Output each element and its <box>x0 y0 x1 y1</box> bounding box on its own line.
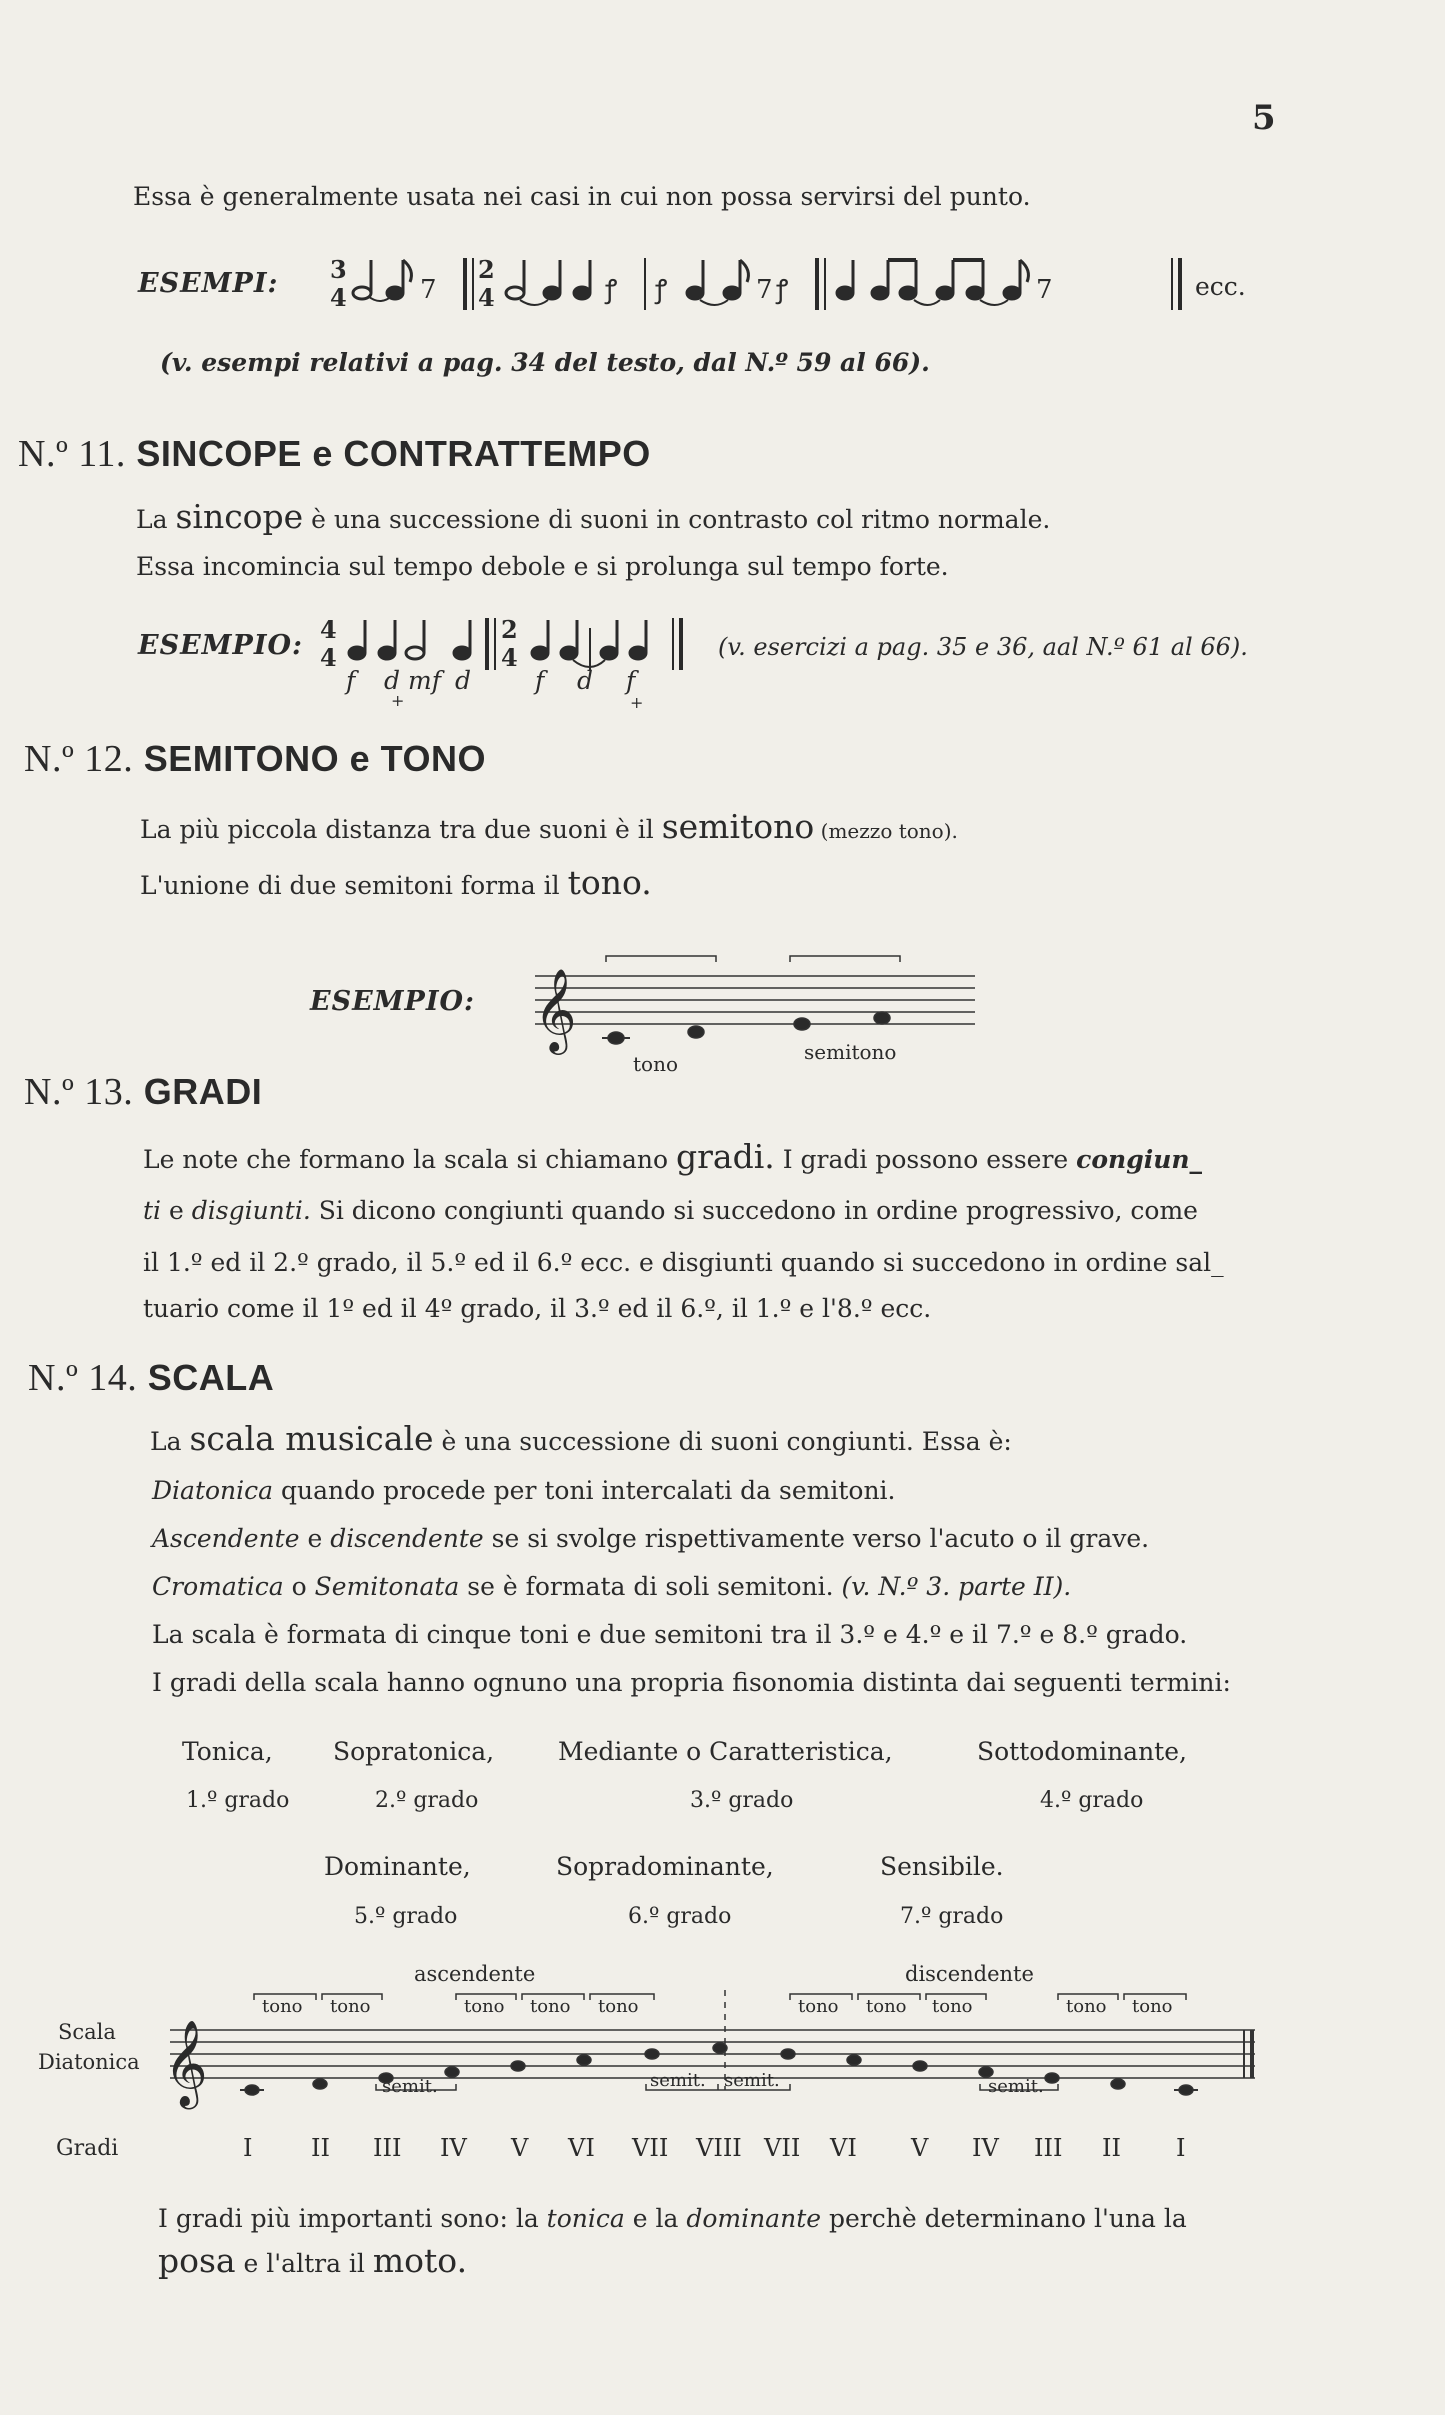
grade-numeral-4: IV <box>440 2134 467 2162</box>
semit-3: semit. <box>724 2070 780 2091</box>
svg-text:4: 4 <box>320 643 337 672</box>
svg-text:ꝭ: ꝭ <box>605 275 618 305</box>
scale-label-1: Scala <box>58 2020 116 2044</box>
svg-text:7: 7 <box>420 275 437 305</box>
grade-numeral-9: VII <box>764 2134 801 2162</box>
dyn-6: d <box>577 666 594 695</box>
s10-intro: Essa è generalmente usata nei casi in cui non possa servirsi del punto. <box>133 182 1031 211</box>
svg-text:4: 4 <box>330 283 347 312</box>
s11-title: SINCOPE e CONTRATTEMPO <box>136 433 651 474</box>
degree-4-grade: 4.º grado <box>1040 1788 1144 1813</box>
s11-heading <box>18 432 651 476</box>
degree-1-grade: 1.º grado <box>186 1788 290 1813</box>
degree-5-grade: 5.º grado <box>354 1904 458 1929</box>
term-tono: tono. <box>567 863 652 902</box>
s14-number: N.º 14. <box>28 1357 138 1399</box>
s12-line2: L'unione di due semitoni forma il tono. <box>140 863 652 902</box>
degree-3-grade: 3.º grado <box>690 1788 794 1813</box>
tono-3: tono <box>464 1996 505 2017</box>
term-posa: posa <box>158 2241 236 2280</box>
semit-2: semit. <box>650 2070 706 2091</box>
tono-7: tono <box>866 1996 907 2017</box>
svg-text:2: 2 <box>478 255 495 284</box>
s14-line3: Ascendente e discendente se si svolge rispettivamente verso l'acuto o il grave. <box>152 1524 1150 1553</box>
term-scala-musicale: scala musicale <box>189 1419 434 1458</box>
label-semitono: semitono <box>804 1040 897 1064</box>
tono-6: tono <box>798 1996 839 2017</box>
degree-2-name: Sopratonica, <box>333 1737 495 1766</box>
degree-2-grade: 2.º grado <box>375 1788 479 1813</box>
s13-heading <box>24 1070 262 1114</box>
term-sincope: sincope <box>175 497 304 536</box>
grade-numeral-5: V <box>511 2134 529 2162</box>
dyn-2: d <box>384 666 401 695</box>
s14-line5: La scala è formata di cinque toni e due semitoni tra il 3.º e 4.º e il 7.º e 8.º grado. <box>152 1620 1188 1649</box>
tono-10: tono <box>1132 1996 1173 2017</box>
tono-4: tono <box>530 1996 571 2017</box>
s12-staff-example <box>520 948 980 1058</box>
page-number: 5 <box>1252 98 1276 138</box>
s14-line1: La scala musicale è una successione di suoni congiunti. Essa è: <box>150 1419 1012 1458</box>
dyn-5: f <box>535 666 545 695</box>
s12-example-label: ESEMPIO: <box>310 986 475 1017</box>
term-semitono: semitono <box>661 807 815 846</box>
label-tono: tono <box>633 1052 678 1076</box>
tono-2: tono <box>330 1996 371 2017</box>
s10-reference: (v. esempi relativi a pag. 34 del testo, dal N.º 59 al 66). <box>160 348 930 377</box>
grades-label: Gradi <box>56 2136 119 2161</box>
s13-line2: ti e disgiunti. Si dicono congiunti quando si succedono in ordine progressivo, come <box>143 1196 1198 1225</box>
s14-final-line2: posa e l'altra il moto. <box>158 2241 468 2280</box>
grade-numeral-7: VII <box>632 2134 669 2162</box>
svg-text:𝄞: 𝄞 <box>534 967 577 1051</box>
s13-line1: Le note che formano la scala si chiamano gradi. I gradi possono essere congiun_ <box>143 1137 1203 1176</box>
svg-text:4: 4 <box>320 615 337 644</box>
dyn-1: f <box>346 666 356 695</box>
svg-text:7: 7 <box>756 275 773 305</box>
s12-title: SEMITONO e TONO <box>143 738 486 779</box>
degree-3-name: Mediante o Caratteristica, <box>558 1737 893 1766</box>
s11-syncope-example <box>315 608 715 718</box>
semit-4: semit. <box>988 2076 1044 2097</box>
grade-numeral-8: VIII <box>696 2134 742 2162</box>
s14-heading <box>28 1356 274 1400</box>
dyn-7: f <box>626 666 636 695</box>
s14-final-line1: I gradi più importanti sono: la tonica e la dominante perchè determinano l'una la <box>158 2204 1187 2233</box>
grade-numeral-11: V <box>911 2134 929 2162</box>
tono-8: tono <box>932 1996 973 2017</box>
svg-text:2: 2 <box>501 615 518 644</box>
grade-numeral-6: VI <box>568 2134 595 2162</box>
grade-numeral-13: III <box>1034 2134 1063 2162</box>
s13-number: N.º 13. <box>24 1071 134 1113</box>
grade-numeral-12: IV <box>972 2134 999 2162</box>
s14-line4: Cromatica o Semitonata se è formata di soli semitoni. (v. N.º 3. parte II). <box>152 1572 1072 1601</box>
s11-example-label: ESEMPIO: <box>138 630 303 661</box>
s13-title: GRADI <box>143 1071 263 1112</box>
s11-reference: (v. esercizi a pag. 35 e 36, aal N.º 61 al 66). <box>718 633 1248 661</box>
svg-text:3: 3 <box>330 255 347 284</box>
grade-numeral-10: VI <box>830 2134 857 2162</box>
degree-1-name: Tonica, <box>182 1737 273 1766</box>
s12-line1: La più piccola distanza tra due suoni è il semitono (mezzo tono). <box>140 807 958 846</box>
svg-text:+: + <box>391 691 405 710</box>
term-gradi: gradi. <box>676 1137 775 1176</box>
svg-text:𝄞: 𝄞 <box>164 2020 208 2106</box>
degree-4-name: Sottodominante, <box>977 1737 1187 1766</box>
s13-line3: il 1.º ed il 2.º grado, il 5.º ed il 6.º ecc. e disgiunti quando si succedono in ordine sal_ <box>143 1248 1224 1277</box>
s14-line2: Diatonica quando procede per toni intercalati da semitoni. <box>152 1476 896 1505</box>
term-moto: moto. <box>372 2241 468 2280</box>
degree-5-name: Dominante, <box>324 1852 471 1881</box>
svg-text:4: 4 <box>478 283 495 312</box>
svg-text:7: 7 <box>1036 275 1053 305</box>
degree-7-name: Sensibile. <box>880 1852 1004 1881</box>
scale-label-2: Diatonica <box>38 2050 140 2074</box>
svg-text:ꝭ: ꝭ <box>776 275 789 305</box>
s11-line2: Essa incomincia sul tempo debole e si prolunga sul tempo forte. <box>136 552 949 581</box>
label-ascendente: ascendente <box>414 1962 536 1986</box>
grade-numeral-3: III <box>373 2134 402 2162</box>
degree-6-name: Sopradominante, <box>556 1852 774 1881</box>
s14-title: SCALA <box>147 1357 275 1398</box>
semit-1: semit. <box>382 2076 438 2097</box>
grade-numeral-15: I <box>1176 2134 1186 2162</box>
svg-text:4: 4 <box>501 643 518 672</box>
s10-example-end: ecc. <box>1195 272 1246 301</box>
svg-text:+: + <box>630 693 644 712</box>
tono-5: tono <box>598 1996 639 2017</box>
label-discendente: discendente <box>905 1962 1034 1986</box>
s13-line4: tuario come il 1º ed il 4º grado, il 3.º ed il 6.º, il 1.º e l'8.º ecc. <box>143 1294 932 1323</box>
tono-1: tono <box>262 1996 303 2017</box>
svg-text:ꝭ: ꝭ <box>655 275 668 305</box>
grade-numeral-14: II <box>1102 2134 1121 2162</box>
s11-number: N.º 11. <box>18 433 126 475</box>
degree-7-grade: 7.º grado <box>900 1904 1004 1929</box>
s10-rhythm-example <box>320 248 1190 328</box>
dyn-4: d <box>455 666 472 695</box>
s12-heading <box>24 737 486 781</box>
s12-number: N.º 12. <box>24 738 134 780</box>
s11-line1: La sincope è una successione di suoni in contrasto col ritmo normale. <box>136 497 1051 536</box>
dyn-3: mf <box>408 666 441 695</box>
s10-example-label: ESEMPI: <box>138 268 279 299</box>
grade-numeral-2: II <box>311 2134 330 2162</box>
tono-9: tono <box>1066 1996 1107 2017</box>
degree-6-grade: 6.º grado <box>628 1904 732 1929</box>
s14-line6: I gradi della scala hanno ognuno una propria fisonomia distinta dai seguenti termini: <box>152 1668 1231 1697</box>
grade-numeral-1: I <box>243 2134 253 2162</box>
